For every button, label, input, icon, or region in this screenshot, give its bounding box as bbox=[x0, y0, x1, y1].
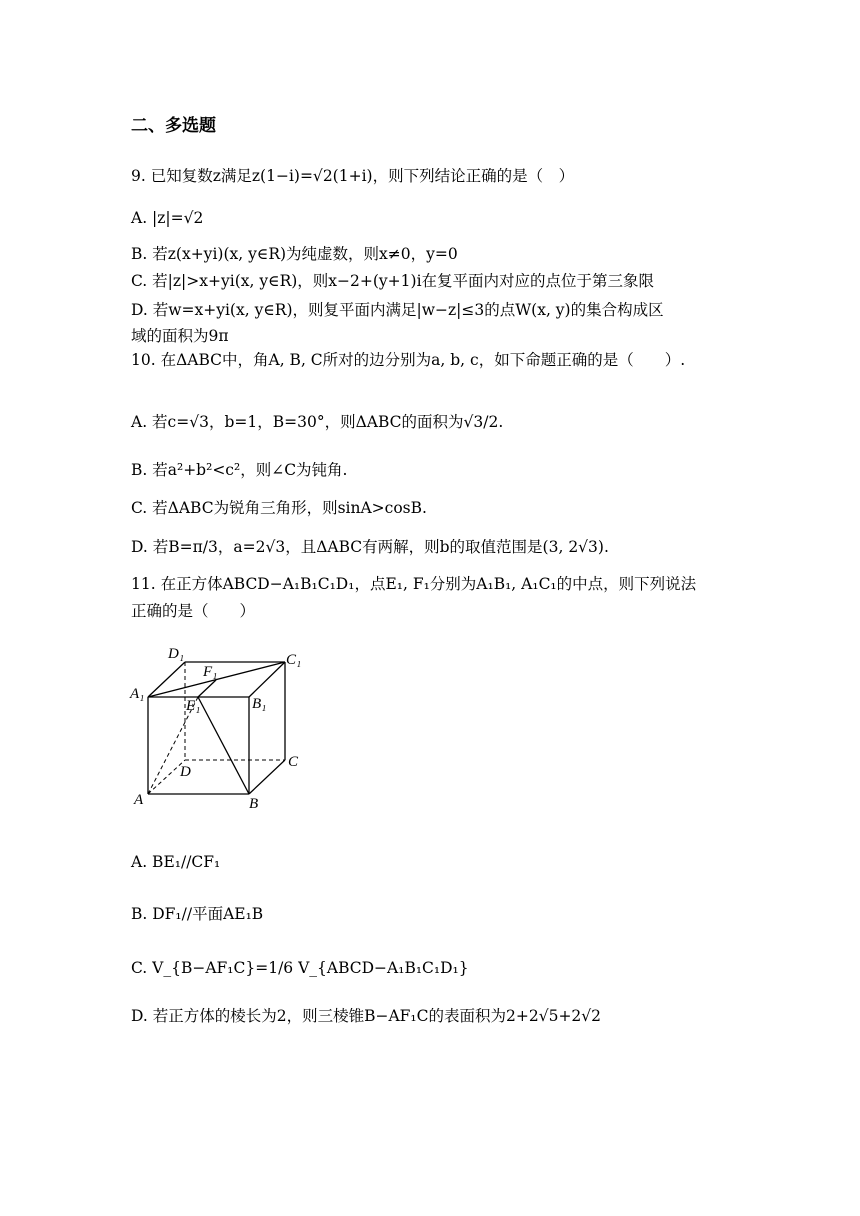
cube-figure bbox=[128, 640, 308, 820]
q10-option-c: C. 若ΔABC为锐角三角形，则sinA>cosB. bbox=[131, 499, 427, 517]
q11-stem-line1: 11. 在正方体ABCD−A₁B₁C₁D₁，点E₁, F₁分别为A₁B₁, A₁C₁的中点，则下列说法 bbox=[131, 575, 697, 593]
q10-option-d: D. 若B=π/3，a=2√3，且ΔABC有两解，则b的取值范围是(3, 2√3). bbox=[131, 538, 609, 556]
q9-option-d-line1: D. 若w=x+yi(x, y∈R)，则复平面内满足|w−z|≤3的点W(x, y)的集合构成区 bbox=[131, 301, 664, 319]
q11-stem-line2: 正确的是（ ） bbox=[131, 602, 256, 620]
label-f1: F₁ bbox=[203, 664, 218, 680]
label-d1: D₁ bbox=[168, 646, 185, 662]
label-b: B bbox=[249, 796, 259, 812]
q10-option-a: A. 若c=√3，b=1，B=30°，则ΔABC的面积为√3/2. bbox=[131, 413, 504, 431]
q9-stem: 9. 已知复数z满足z(1−i)=√2(1+i)，则下列结论正确的是（ ） bbox=[131, 167, 575, 185]
q9-option-a: A. |z|=√2 bbox=[131, 209, 204, 227]
q10-stem: 10. 在ΔABC中，角A, B, C所对的边分别为a, b, c，如下命题正确的是（ ）. bbox=[131, 351, 686, 369]
q9-option-b: B. 若z(x+yi)(x, y∈R)为纯虚数，则x≠0，y=0 bbox=[131, 245, 458, 263]
q10-option-b: B. 若a²+b²<c²，则∠C为钝角. bbox=[131, 461, 348, 479]
q11-option-b: B. DF₁//平面AE₁B bbox=[131, 905, 264, 923]
label-a: A bbox=[134, 792, 144, 808]
label-e1: E₁ bbox=[186, 698, 201, 714]
q9-option-c: C. 若|z|>x+yi(x, y∈R)，则x−2+(y+1)i在复平面内对应的点位于第三象限 bbox=[131, 272, 655, 290]
label-d: D bbox=[180, 764, 191, 780]
q11-option-d: D. 若正方体的棱长为2，则三棱锥B−AF₁C的表面积为2+2√5+2√2 bbox=[131, 1007, 602, 1025]
q9-option-d-line2: 域的面积为9π bbox=[131, 327, 229, 345]
q11-option-c: C. V_{B−AF₁C}=1/6 V_{ABCD−A₁B₁C₁D₁} bbox=[131, 959, 469, 977]
edge-e1-b bbox=[198, 697, 249, 794]
label-a1: A₁ bbox=[130, 686, 145, 702]
label-c: C bbox=[288, 754, 299, 770]
edge-c-b bbox=[249, 760, 285, 794]
section-title: 二、多选题 bbox=[131, 116, 216, 136]
label-b1: B₁ bbox=[252, 696, 267, 712]
label-c1: C₁ bbox=[286, 652, 302, 668]
q11-option-a: A. BE₁//CF₁ bbox=[131, 853, 221, 871]
